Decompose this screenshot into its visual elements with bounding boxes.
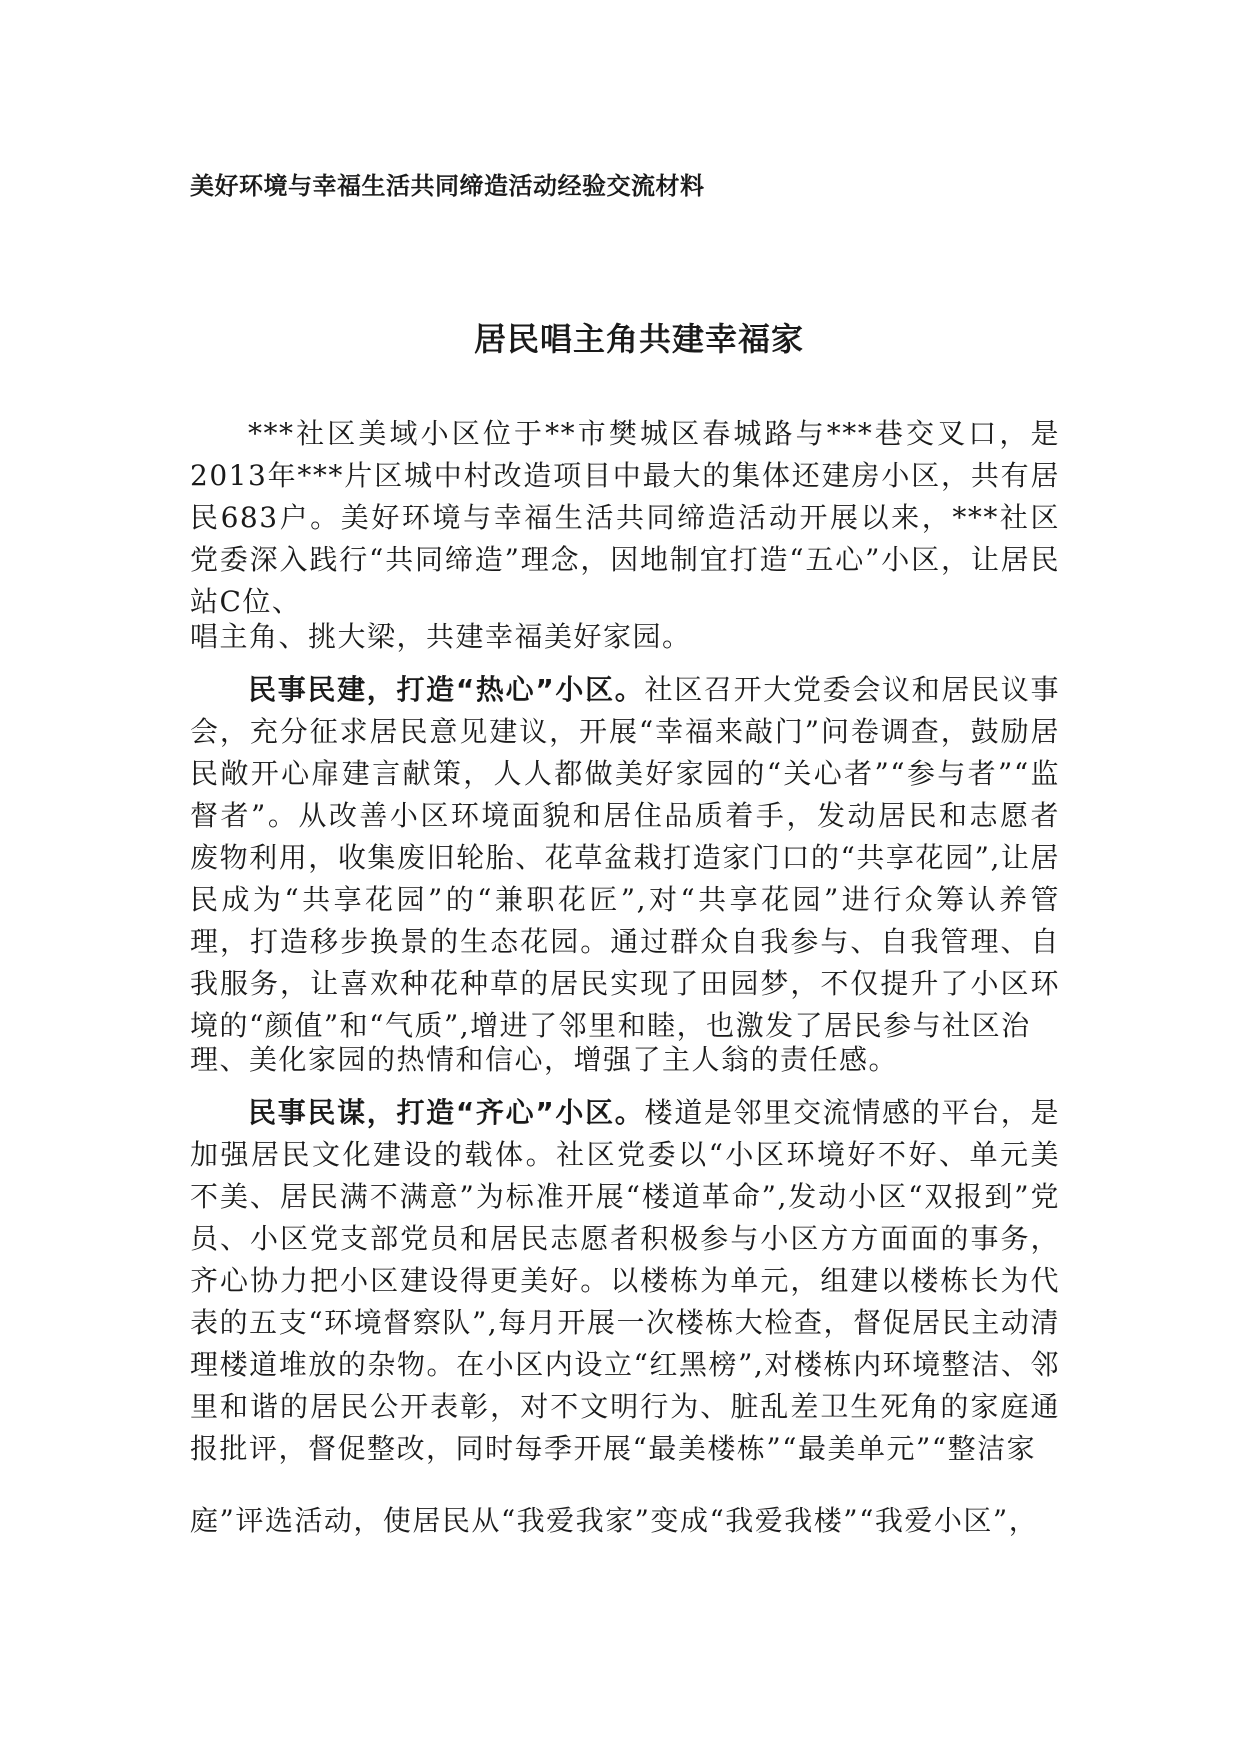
section-2-continuation: 庭”评选活动，使居民从“我爱我家”变成“我爱我楼”“我爱小区”， (190, 1504, 1039, 1537)
document-header-title: 美好环境与幸福生活共同缔造活动经验交流材料 (190, 172, 705, 200)
document-main-title: 居民唱主角共建幸福家 (473, 320, 804, 358)
section-2-body: 楼道是邻里交流情感的平台，是加强居民文化建设的载体。社区党委以“小区环境好不好、单元美不美、居民满不满意”为标准开展“楼道革命”,发动小区“双报到”党员、小区党支部党员和居民志愿者积极参与小区方方面面的事务，齐心协力把小区建设得更美好。以楼栋为单元，组建以楼栋长为代表的五支“环境督察队”,每月开展一次楼栋大检查，督促居民主动清理楼道堆放的杂物。在小区内设立“红黑榜”,对楼栋内环境整洁、邻里和谐的居民公开表彰，对不文明行为、脏乱差卫生死角的家庭通报批评，督促整改，同时每季开展“最美楼栋”“最美单元”“整洁家 (190, 1096, 1060, 1465)
section-1-continuation: 理、美化家园的热情和信心，增强了主人翁的责任感。 (190, 1043, 899, 1076)
section-2-paragraph (190, 1092, 1060, 1470)
intro-paragraph: ***社区美域小区位于**市樊城区春城路与***巷交叉口，是2013年***片区城中村改造项目中最大的集体还建房小区，共有居民683户。美好环境与幸福生活共同缔造活动开展以来，***社区党委深入践行“共同缔造”理念，因地制宜打造“五心”小区，让居民站C位、 (190, 417, 1060, 618)
section-2-heading: 民事民谋，打造“齐心”小区。 (248, 1096, 645, 1129)
section-1-body: 社区召开大党委会议和居民议事会，充分征求居民意见建议，开展“幸福来敲门”问卷调查，鼓励居民敞开心扉建言献策，人人都做美好家园的“关心者”“参与者”“监督者”。从改善小区环境面貌和居住品质着手，发动居民和志愿者废物利用，收集废旧轮胎、花草盆栽打造家门口的“共享花园”,让居民成为“共享花园”的“兼职花匠”,对“共享花园”进行众筹认养管理，打造移步换景的生态花园。通过群众自我参与、自我管理、自我服务，让喜欢种花种草的居民实现了田园梦，不仅提升了小区环境的“颜值”和“气质”,增进了邻里和睦，也激发了居民参与社区治 (190, 673, 1060, 1042)
section-1-heading: 民事民建，打造“热心”小区。 (248, 673, 645, 706)
section-1-paragraph (190, 669, 1060, 1047)
intro-continuation: 唱主角、挑大梁，共建幸福美好家园。 (190, 620, 692, 653)
